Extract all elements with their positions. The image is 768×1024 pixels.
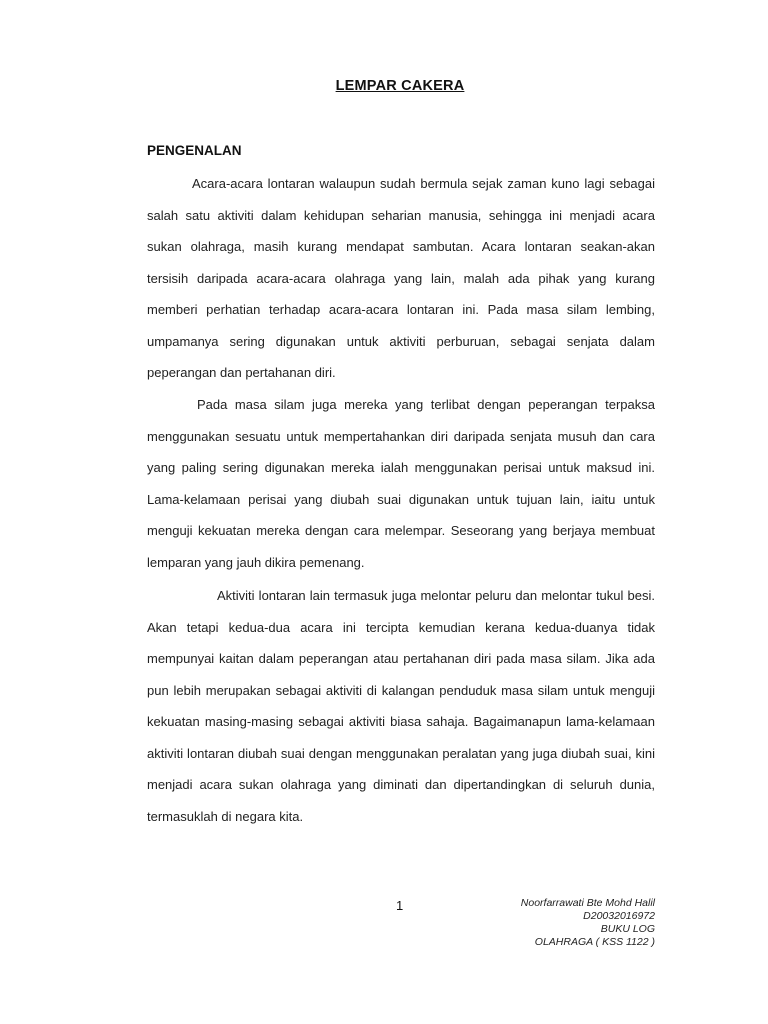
footer-info bbox=[470, 897, 655, 949]
page-number: 1 bbox=[396, 898, 404, 913]
footer-author: Noorfarrawati Bte Mohd Halil bbox=[520, 897, 655, 909]
section-heading: PENGENALAN bbox=[147, 143, 242, 158]
footer-course: OLAHRAGA ( KSS 1122 ) bbox=[534, 936, 655, 948]
footer-student-id: D20032016972 bbox=[583, 910, 655, 922]
paragraph-3: Aktiviti lontaran lain termasuk juga melontar peluru dan melontar tukul besi. Akan tetapi kedua-dua acara ini tercipta kemudian kerana kedua-duanya tidak mempunyai kaitan dalam peperangan atau pertahanan diri pada masa silam. Jika ada pun lebih merupakan sebagai aktiviti di kalangan penduduk masa silam untuk menguji kekuatan masing-masing sebagai aktiviti biasa sahaja. Bagaimanapun lama-kelamaan aktiviti lontaran diubah suai dengan menggunakan peralatan yang juga diubah suai, kini menjadi acara sukan olahraga yang diminati dan dipertandingkan di seluruh dunia, termasuklah di negara kita. bbox=[147, 588, 655, 824]
paragraph-2: Pada masa silam juga mereka yang terlibat dengan peperangan terpaksa menggunakan sesuatu untuk mempertahankan diri daripada senjata musuh dan cara yang paling sering digunakan mereka ialah menggunakan perisai untuk maksud ini. Lama-kelamaan perisai yang diubah suai digunakan untuk tujuan lain, iaitu untuk menguji kekuatan mereka dengan cara melempar. Seseorang yang berjaya membuat lemparan yang jauh dikira pemenang. bbox=[147, 397, 655, 570]
document-title: LEMPAR CAKERA bbox=[335, 78, 465, 94]
paragraph-1: Acara-acara lontaran walaupun sudah bermula sejak zaman kuno lagi sebagai salah satu aktiviti dalam kehidupan seharian manusia, sehingga ini menjadi acara sukan olahraga, masih kurang mendapat sambutan. Acara lontaran seakan-akan tersisih daripada acara-acara olahraga yang lain, malah ada pihak yang kurang memberi perhatian terhadap acara-acara lontaran ini. Pada masa silam lembing, umpamanya sering digunakan untuk aktiviti perburuan, sebagai senjata dalam peperangan dan pertahanan diri. bbox=[147, 176, 655, 380]
footer-doc-type: BUKU LOG bbox=[600, 923, 655, 935]
